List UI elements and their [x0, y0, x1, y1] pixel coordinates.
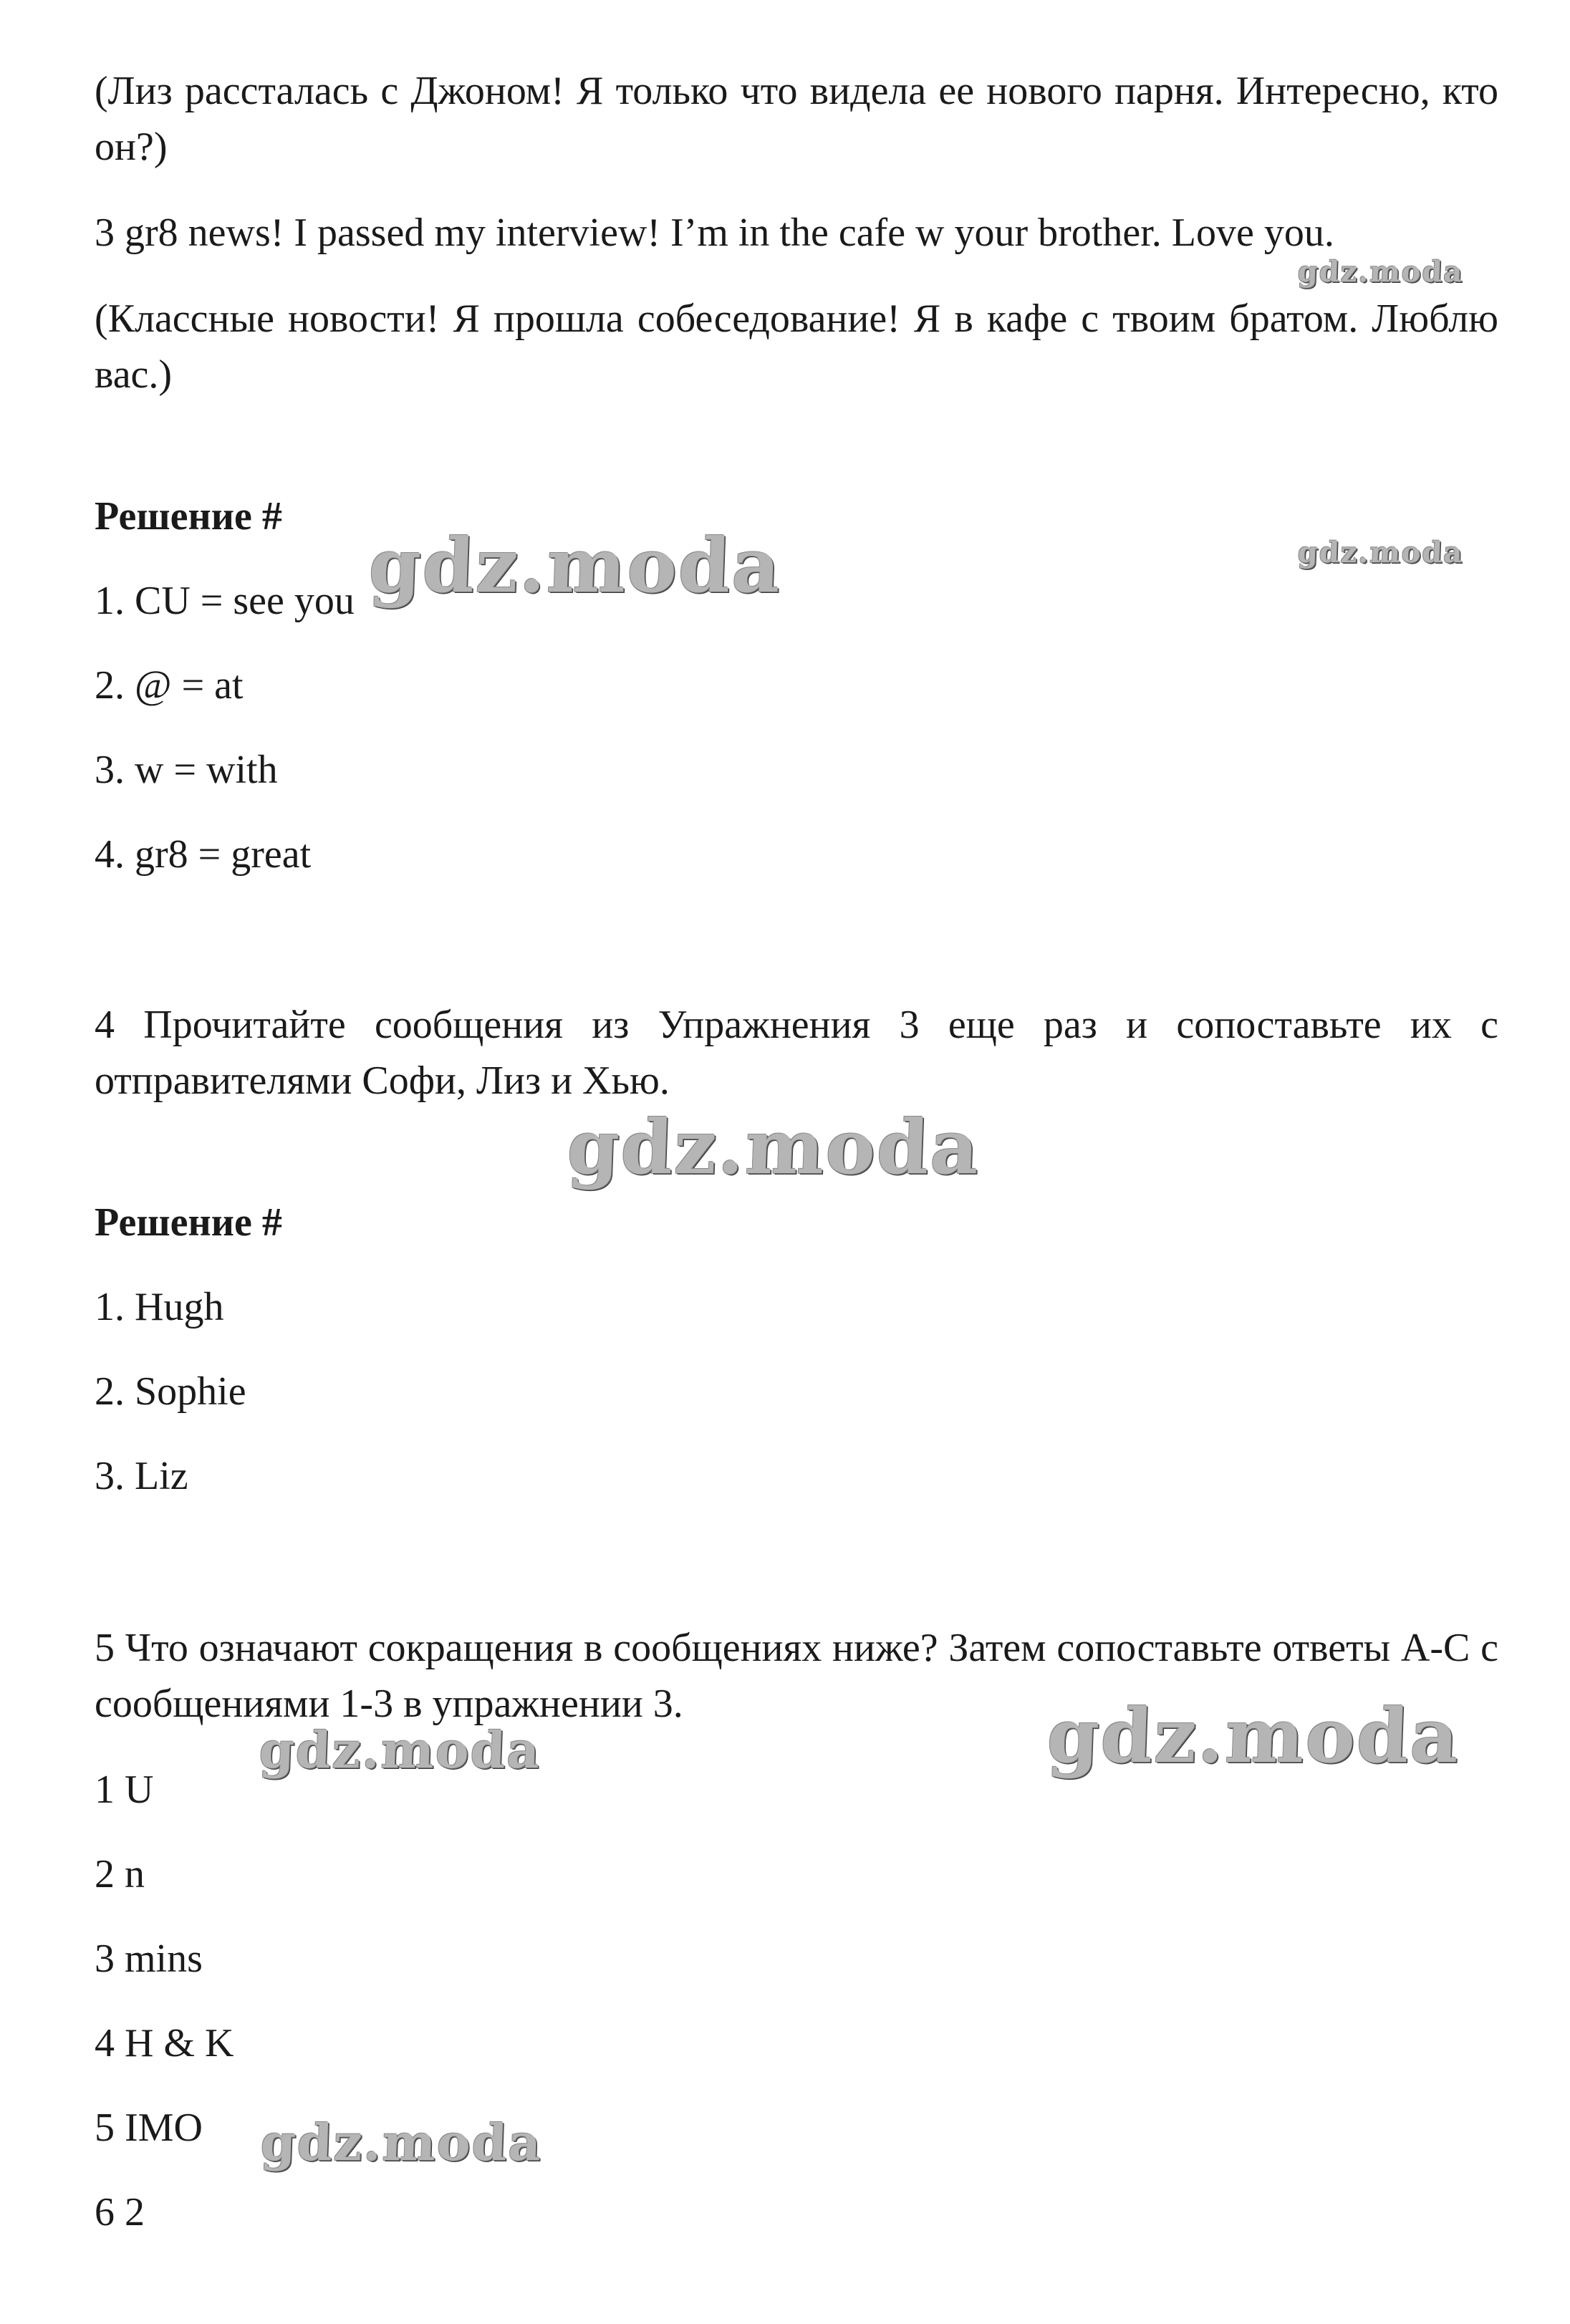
task-5-item: 6 2	[95, 2190, 145, 2234]
solution-2-item: 2. Sophie	[95, 1369, 246, 1414]
solution-1-item: 1. CU = see you	[95, 579, 355, 623]
task-4-text: 4 Прочитайте сообщения из Упражнения 3 еще раз и сопоставьте их с отправителями Софи, Лиз и Хью.	[95, 1003, 1498, 1103]
solution-heading-1: Решение #	[95, 494, 282, 539]
paragraph-liz-translation: (Лиз рассталась с Джоном! Я только что видела ее нового парня. Интересно, кто он?)	[95, 69, 1498, 169]
task-5-item: 5 IMO	[95, 2106, 203, 2150]
watermark-logo: gdz.moda	[565, 1103, 982, 1191]
task-5-item: 2 n	[95, 1852, 145, 1896]
watermark-logo: gdz.moda	[1297, 255, 1465, 289]
task-5-item: 1 U	[95, 1768, 154, 1812]
watermark-logo: gdz.moda	[367, 521, 784, 609]
solution-2-item: 3. Liz	[95, 1454, 188, 1498]
task-5-item: 4 H & K	[95, 2021, 234, 2065]
paragraph-message-3-translation: (Классные новости! Я прошла собеседование! Я в кафе с твоим братом. Люблю вас.)	[95, 296, 1498, 397]
solution-1-item: 3. w = with	[95, 748, 278, 792]
watermark-logo: gdz.moda	[258, 1720, 542, 1780]
task-5-text: 5 Что означают сокращения в сообщениях ниже? Затем сопоставьте ответы А-С с сообщениями 1-3 в упражнении 3.	[95, 1626, 1498, 1726]
watermark-logo: gdz.moda	[259, 2113, 544, 2172]
solution-1-item: 4. gr8 = great	[95, 832, 312, 877]
solution-heading-2: Решение #	[95, 1200, 282, 1245]
watermark-logo: gdz.moda	[1297, 536, 1465, 569]
watermark-logo: gdz.moda	[1045, 1692, 1462, 1780]
solution-2-item: 1. Hugh	[95, 1285, 224, 1329]
paragraph-message-3: 3 gr8 news! I passed my interview! I’m in the cafe w your brother. Love you.	[95, 211, 1334, 255]
solution-1-item: 2. @ = at	[95, 663, 244, 708]
task-5-item: 3 mins	[95, 1937, 203, 1981]
